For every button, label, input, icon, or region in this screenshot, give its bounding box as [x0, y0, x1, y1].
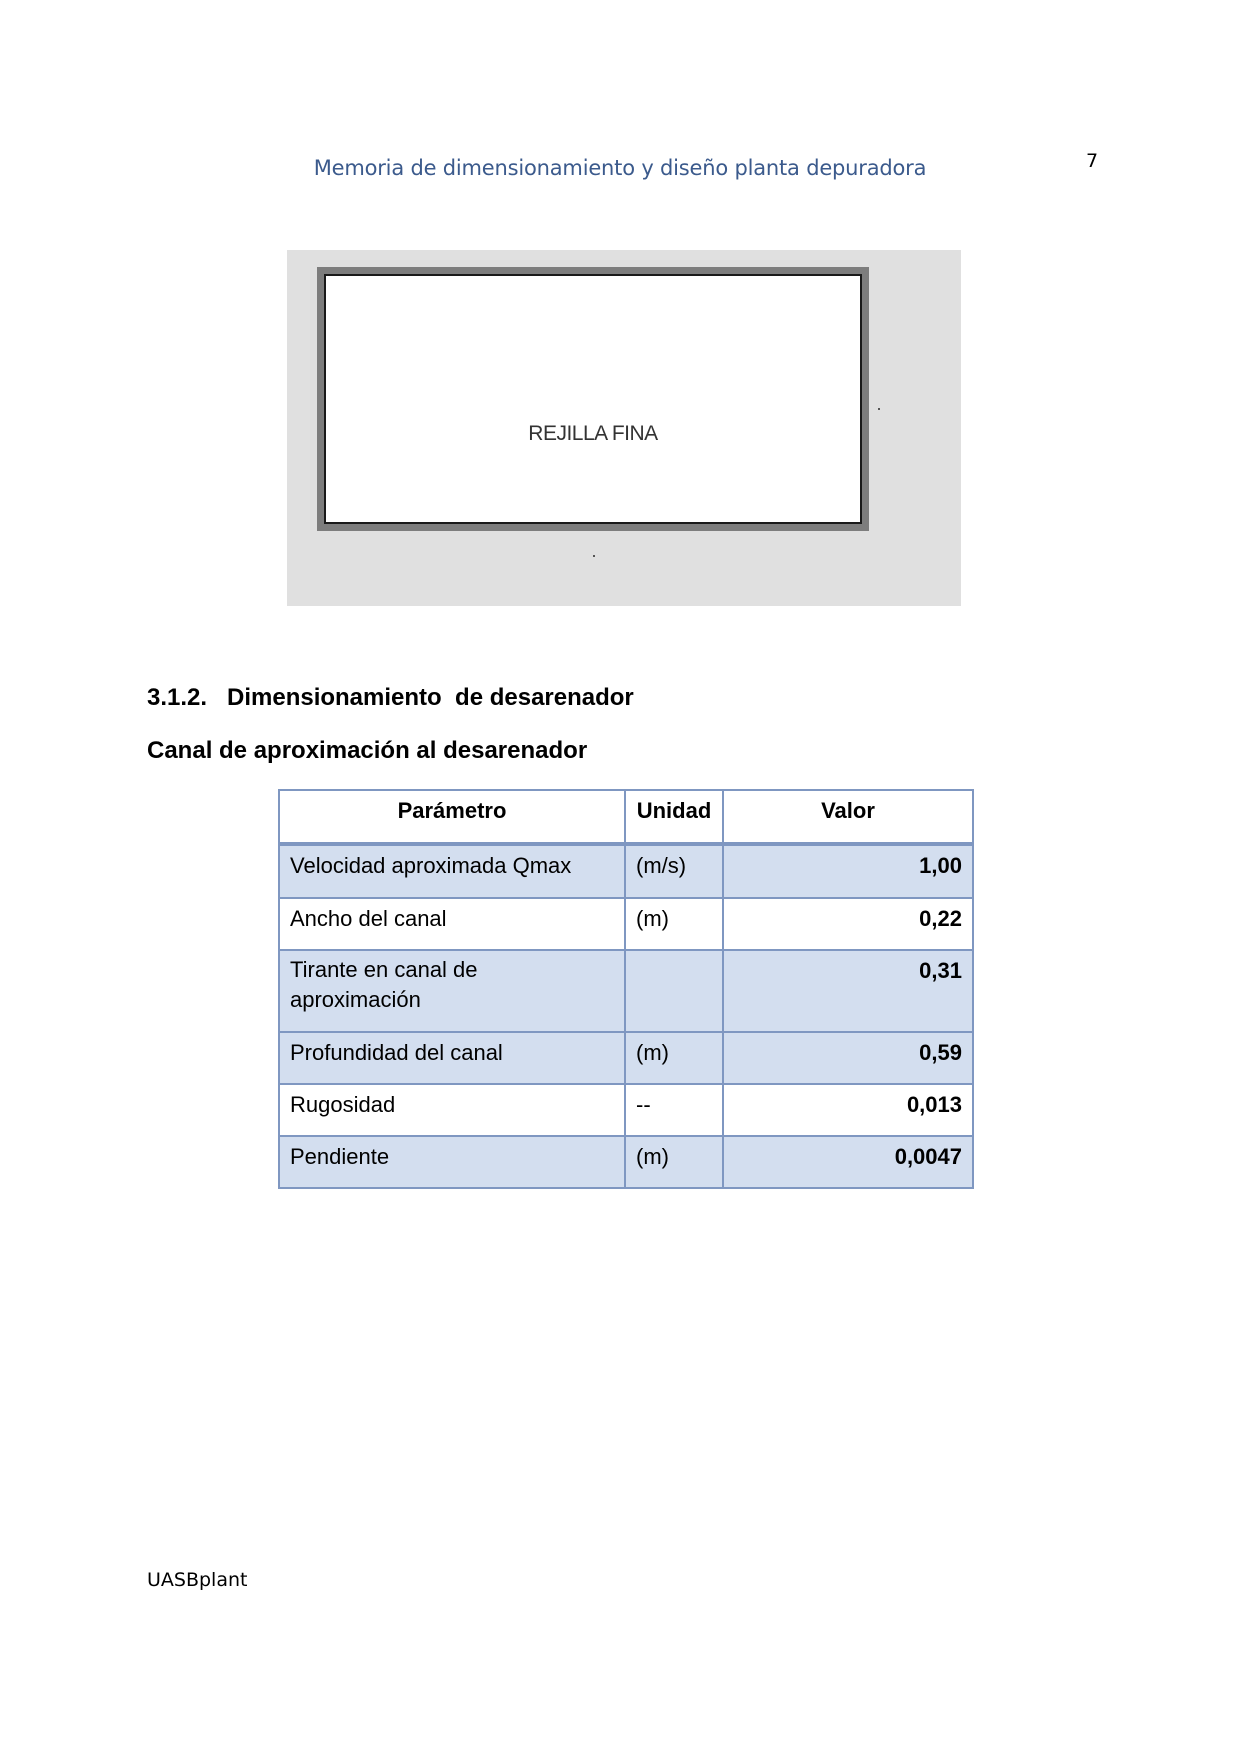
cell-unit: (m) — [625, 1136, 723, 1188]
cell-unit — [625, 950, 723, 1032]
header-parametro: Parámetro — [279, 790, 625, 844]
figure-label: REJILLA FINA — [528, 422, 658, 445]
cell-unit: -- — [625, 1084, 723, 1136]
cell-unit: (m/s) — [625, 844, 723, 898]
table-header-row — [279, 790, 973, 844]
parameters-table — [278, 789, 974, 1189]
header-unidad: Unidad — [625, 790, 723, 844]
table-row — [279, 950, 973, 1032]
subsection-heading: Canal de aproximación al desarenador — [147, 737, 588, 764]
cell-unit: (m) — [625, 898, 723, 950]
header-valor: Valor — [723, 790, 973, 844]
running-header: Memoria de dimensionamiento y diseño planta depuradora — [313, 156, 927, 180]
figure-dot — [593, 555, 595, 557]
section-title: Dimensionamiento de desarenador — [227, 684, 634, 711]
cell-value: 1,00 — [723, 844, 973, 898]
table-row — [279, 898, 973, 950]
cell-param: Profundidad del canal — [279, 1032, 625, 1084]
cell-value: 0,31 — [723, 950, 973, 1032]
cell-value: 0,013 — [723, 1084, 973, 1136]
cell-value: 0,0047 — [723, 1136, 973, 1188]
cell-unit: (m) — [625, 1032, 723, 1084]
figure-frame — [317, 267, 869, 531]
footer-text: UASBplant — [147, 1569, 248, 1591]
page-number: 7 — [1086, 150, 1099, 172]
section-heading — [147, 684, 634, 712]
cell-param: Tirante en canal de aproximación — [279, 950, 625, 1032]
figure-canvas — [324, 274, 862, 524]
table-row — [279, 844, 973, 898]
cell-value: 0,59 — [723, 1032, 973, 1084]
cell-param: Rugosidad — [279, 1084, 625, 1136]
cell-param: Ancho del canal — [279, 898, 625, 950]
figure-rejilla-fina — [287, 250, 961, 606]
cell-value: 0,22 — [723, 898, 973, 950]
table-row — [279, 1032, 973, 1084]
section-number: 3.1.2. — [147, 684, 208, 711]
table-row — [279, 1084, 973, 1136]
figure-dot — [878, 408, 880, 410]
table-row — [279, 1136, 973, 1188]
cell-param: Pendiente — [279, 1136, 625, 1188]
cell-param: Velocidad aproximada Qmax — [279, 844, 625, 898]
